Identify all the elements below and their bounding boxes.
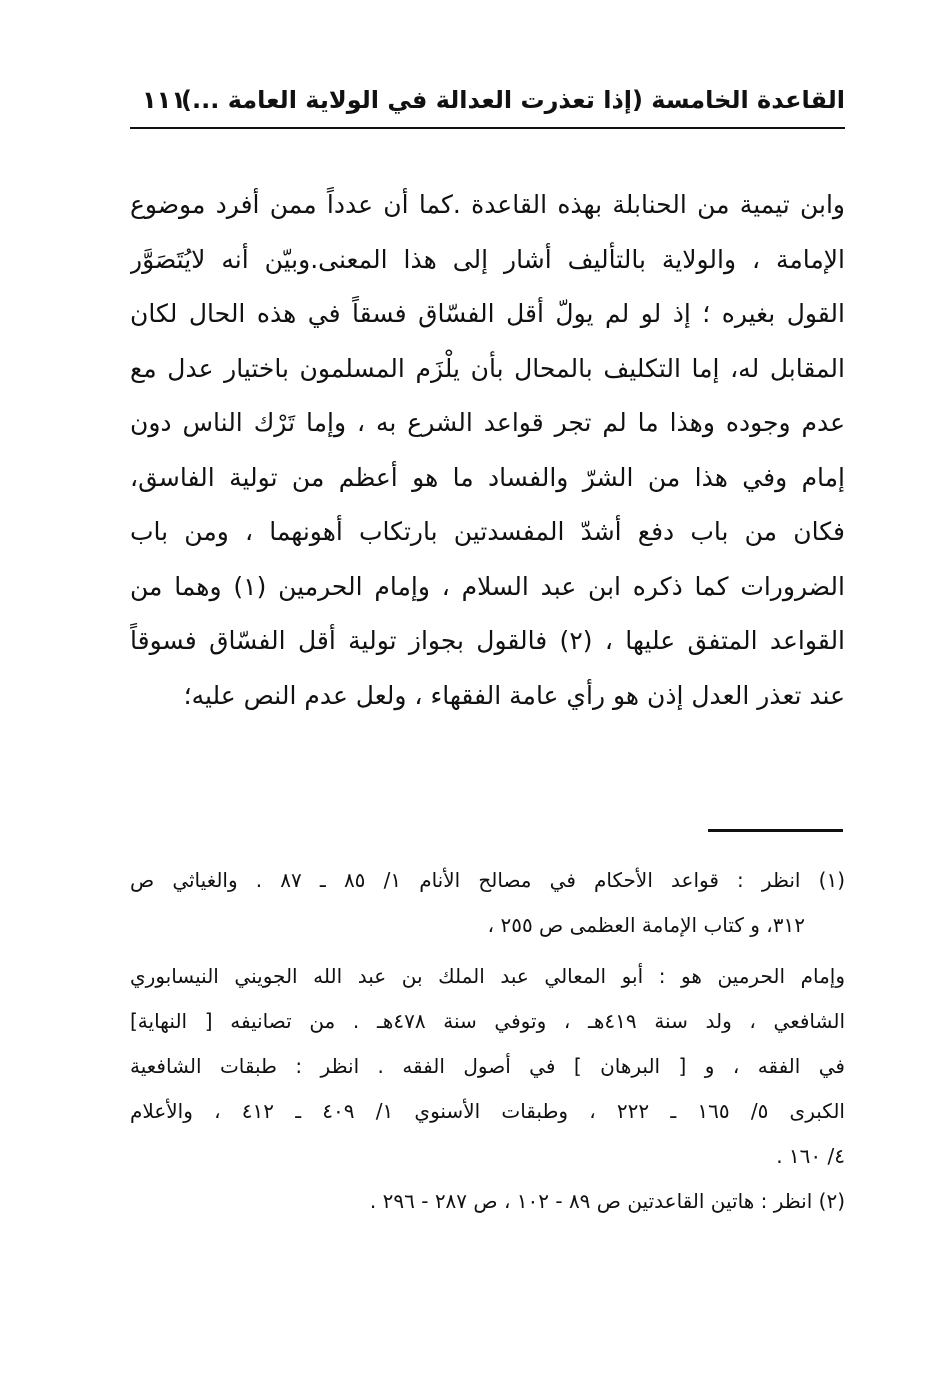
text-line: فكان من باب دفع أشدّ المفسدتين بارتكاب أهونهما ، ومن باب: [130, 517, 845, 546]
text-line: القواعد المتفق عليها ، (٢) فالقول بجواز تولية أقل الفسّاق فسوقاً: [130, 626, 845, 655]
footnotes: [130, 858, 845, 1224]
footnote-1-bio-line: ٤/ ١٦٠ .: [776, 1144, 845, 1168]
running-header: [130, 78, 845, 124]
footnote-1-bio-line: الشافعي ، ولد سنة ٤١٩هـ ، وتوفي سنة ٤٧٨هـ . من تصانيفه [ النهاية]: [130, 1009, 845, 1033]
header-divider: [130, 127, 845, 129]
text-line: وابن تيمية من الحنابلة بهذه القاعدة .كما أن عدداً ممن أفرد موضوع: [130, 190, 845, 219]
footnote-1-line: (١) انظر : قواعد الأحكام في مصالح الأنام ١/ ٨٥ ـ ٨٧ . والغياثي ص: [130, 868, 845, 892]
chapter-title: القاعدة الخامسة (إذا تعذرت العدالة في الولاية العامة ...): [181, 86, 845, 114]
text-line: عند تعذر العدل إذن هو رأي عامة الفقهاء ، ولعل عدم النص عليه؛: [183, 680, 845, 710]
text-line: عدم وجوده وهذا ما لم تجر قواعد الشرع به ، وإما تَرْك الناس دون: [130, 408, 845, 437]
footnote-2: (٢) انظر : هاتين القاعدتين ص ٨٩ - ١٠٢ ، ص ٢٨٧ - ٢٩٦ .: [369, 1189, 845, 1213]
footnote-1-bio-line: في الفقه ، و [ البرهان ] في أصول الفقه . انظر : طبقات الشافعية: [130, 1054, 845, 1078]
text-line: المقابل له، إما التكليف بالمحال بأن يلْزَم المسلمون باختيار عدل مع: [130, 353, 845, 383]
text-line: الإمامة ، والولاية بالتأليف أشار إلى هذا المعنى.وبيّن أنه لايُتَصَوَّر: [130, 244, 845, 274]
footnote-1-bio-line: الكبرى ٥/ ١٦٥ ـ ٢٢٢ ، وطبقات الأسنوي ١/ ٤٠٩ ـ ٤١٢ ، والأعلام: [130, 1099, 845, 1123]
text-line: الضرورات كما ذكره ابن عبد السلام ، وإمام الحرمين (١) وهما من: [130, 571, 845, 601]
footnote-1-line: ٣١٢، و كتاب الإمامة العظمى ص ٢٥٥ ،: [487, 913, 805, 937]
footnote-1-bio-line: وإمام الحرمين هو : أبو المعالي عبد الملك بن عبد الله الجويني النيسابوري: [130, 964, 845, 988]
footnote-separator: [708, 829, 843, 832]
main-text: [130, 178, 845, 723]
text-line: إمام وفي هذا من الشرّ والفساد ما هو أعظم من تولية الفاسق،: [130, 462, 845, 492]
text-line: القول بغيره ؛ إذ لو لم يولّ أقل الفسّاق فسقاً في هذه الحال لكان: [130, 299, 845, 328]
page-number: ١١١: [142, 86, 186, 114]
